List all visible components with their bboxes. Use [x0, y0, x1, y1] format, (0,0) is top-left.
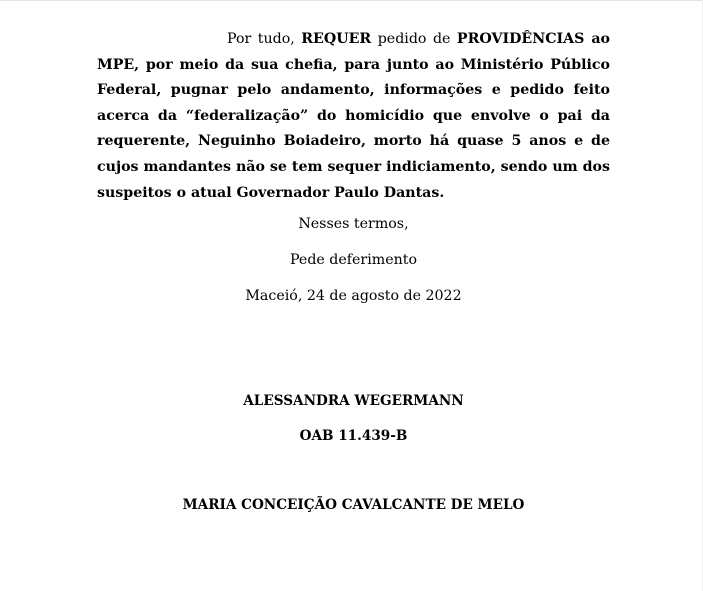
- para-pedido-de: pedido de: [371, 31, 457, 47]
- closing-place-date: Maceió, 24 de agosto de 2022: [245, 288, 462, 304]
- para-requer: REQUER: [301, 31, 372, 47]
- signatory-name-1: ALESSANDRA WEGERMANN: [243, 393, 464, 409]
- signatory-oab-1: OAB 11.439-B: [299, 428, 408, 444]
- closing-pede-deferimento: Pede deferimento: [290, 252, 417, 268]
- page-top-border: [0, 0, 703, 1]
- para-providencias-body: PROVIDÊNCIAS ao MPE, por meio da sua chefia, para junto ao Ministério Público Federal, pugnar pelo andamento, informações e pedido feito acerca da “federalização” do homicídio que envolve o pai da requerente, Neguinho Boiadeiro, morto há quase 5 anos e de cujos mandantes não se tem sequer indiciamento, sendo um dos suspeitos o atual Governador Paulo Dantas.: [97, 31, 610, 201]
- signatory-name-2: MARIA CONCEIÇÃO CAVALCANTE DE MELO: [182, 497, 525, 513]
- para-intro: Por tudo,: [227, 31, 302, 47]
- request-paragraph: [97, 27, 610, 206]
- closing-nesses-termos: Nesses termos,: [298, 216, 409, 232]
